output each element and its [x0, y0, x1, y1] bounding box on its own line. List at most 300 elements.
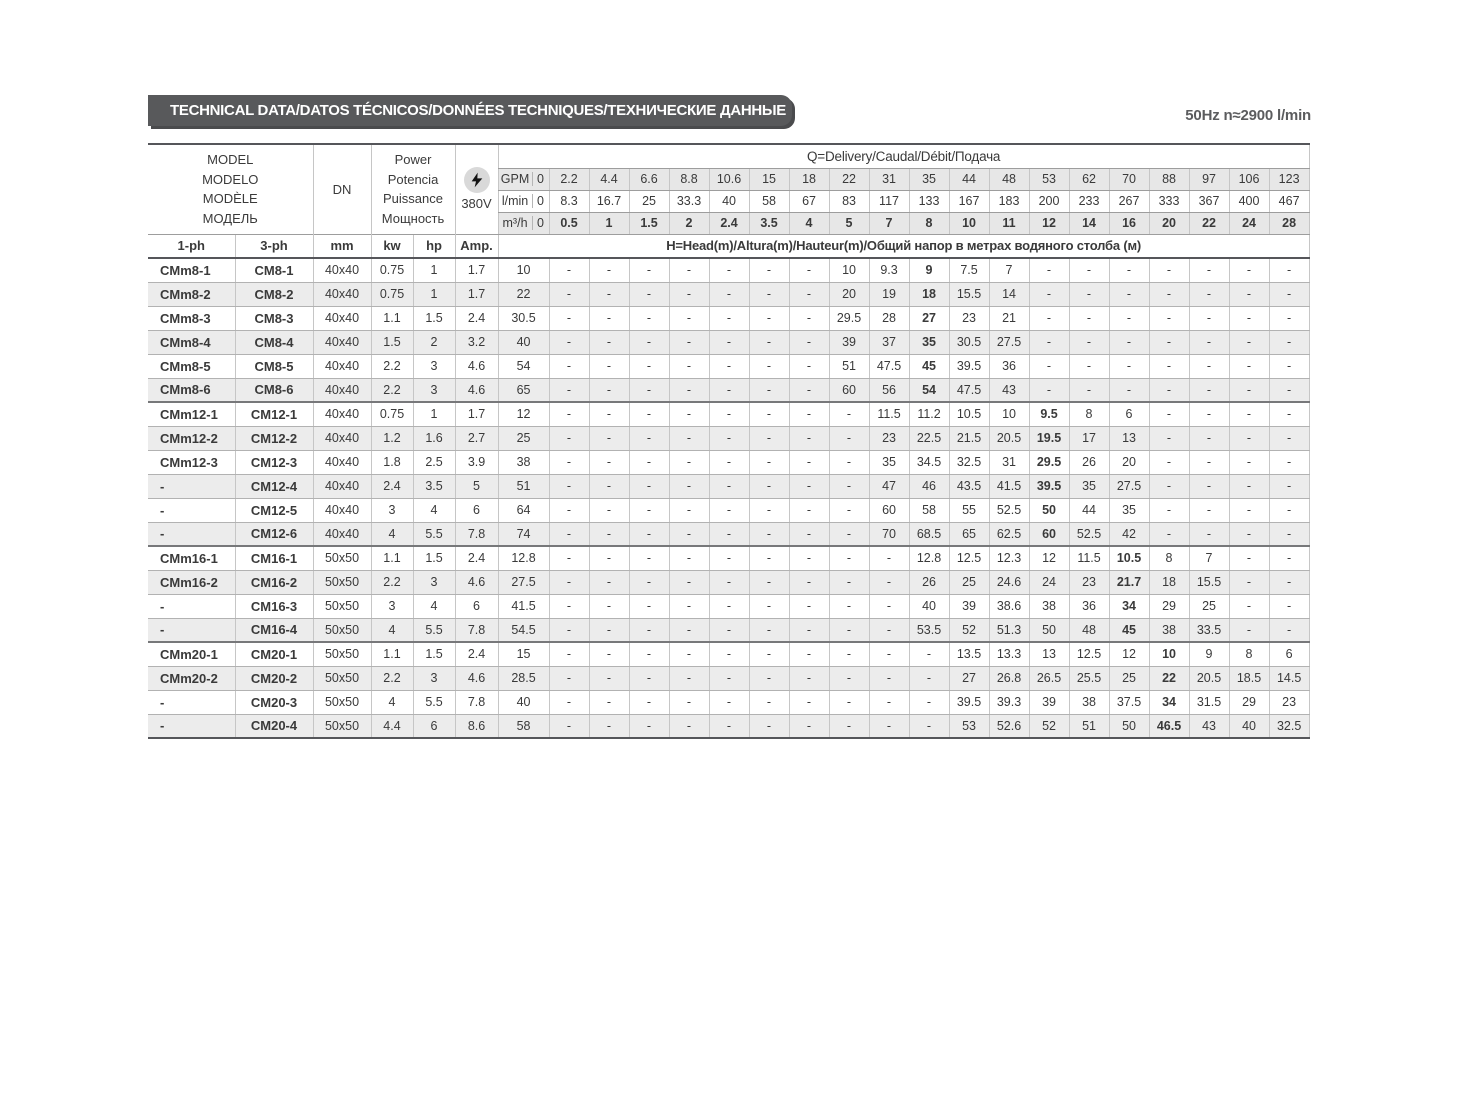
pump-row-CM8-1	[148, 258, 1309, 282]
flow-value-cell: 117	[869, 190, 909, 212]
head-empty-cell: -	[709, 450, 749, 474]
head-empty-cell: -	[629, 450, 669, 474]
amp-cell: 4.6	[455, 570, 498, 594]
head-value-cell: 34	[1109, 594, 1149, 618]
amp-cell: 1.7	[455, 258, 498, 282]
head-empty-cell: -	[669, 282, 709, 306]
power-header-line: Potencia	[387, 171, 439, 187]
head-empty-cell: -	[1149, 354, 1189, 378]
head-value-cell: 54	[909, 378, 949, 402]
head-empty-cell: -	[589, 570, 629, 594]
head-empty-cell: -	[629, 378, 669, 402]
head-empty-cell: -	[589, 450, 629, 474]
head-empty-cell: -	[789, 402, 829, 426]
head-empty-cell: -	[829, 426, 869, 450]
col-header-amp: Amp.	[455, 234, 498, 258]
head-value-cell: 21.5	[949, 426, 989, 450]
head-value-cell: 36	[989, 354, 1029, 378]
head-empty-cell: -	[629, 402, 669, 426]
technical-data-table	[148, 143, 1310, 739]
head-empty-cell: -	[1109, 306, 1149, 330]
flow-value-cell: 53	[1029, 168, 1069, 190]
head-value-cell: 26.8	[989, 666, 1029, 690]
head-empty-cell: -	[709, 378, 749, 402]
head-empty-cell: -	[829, 522, 869, 546]
head-empty-cell: -	[549, 258, 589, 282]
head-empty-cell: -	[549, 474, 589, 498]
dn-cell: 50x50	[313, 570, 371, 594]
head-empty-cell: -	[629, 522, 669, 546]
flow-value-cell: 7	[869, 212, 909, 234]
head-value-cell: 11.2	[909, 402, 949, 426]
power-header-line: Мощность	[381, 210, 445, 226]
hp-cell: 3	[413, 354, 455, 378]
head-empty-cell: -	[829, 474, 869, 498]
head-empty-cell: -	[909, 690, 949, 714]
head-empty-cell: -	[789, 426, 829, 450]
head-value-cell: 43	[1189, 714, 1229, 738]
head-empty-cell: -	[549, 330, 589, 354]
flow-value-cell: 44	[949, 168, 989, 190]
head-value-cell: 12.5	[949, 546, 989, 570]
head-value-cell: 51	[1069, 714, 1109, 738]
dn-cell: 40x40	[313, 330, 371, 354]
head-value-cell: 40	[1229, 714, 1269, 738]
kw-cell: 4	[371, 522, 413, 546]
model-1ph-cell: -	[148, 522, 235, 546]
head-empty-cell: -	[1149, 426, 1189, 450]
amp-cell: 6	[455, 594, 498, 618]
model-header-line: МОДЕЛЬ	[202, 210, 258, 226]
delivery-header: Q=Delivery/Caudal/Débit/Подача	[498, 144, 1309, 168]
head-empty-cell: -	[1109, 378, 1149, 402]
head-empty-cell: -	[1029, 306, 1069, 330]
head-value-cell: 32.5	[949, 450, 989, 474]
head-value-cell: 15.5	[1189, 570, 1229, 594]
col-header-kw: kw	[371, 234, 413, 258]
head-value-cell: 34.5	[909, 450, 949, 474]
head-empty-cell: -	[589, 354, 629, 378]
model-1ph-cell: -	[148, 618, 235, 642]
model-1ph-cell: -	[148, 474, 235, 498]
head-empty-cell: -	[669, 642, 709, 666]
head-empty-cell: -	[589, 594, 629, 618]
model-1ph-cell: CMm16-1	[148, 546, 235, 570]
head-header: H=Head(m)/Altura(m)/Hauteur(m)/Общий напор в метрах водяного столба (м)	[498, 234, 1309, 258]
dn-cell: 50x50	[313, 618, 371, 642]
frequency-note: 50Hz n≈2900 l/min	[1185, 107, 1311, 124]
head-empty-cell: -	[829, 402, 869, 426]
flow-value-cell: 88	[1149, 168, 1189, 190]
head-empty-cell: -	[1069, 354, 1109, 378]
head-empty-cell: -	[1029, 330, 1069, 354]
head-empty-cell: -	[1229, 498, 1269, 522]
head-empty-cell: -	[549, 594, 589, 618]
head-empty-cell: -	[1269, 474, 1309, 498]
flow-value-cell: 97	[1189, 168, 1229, 190]
dn-cell: 40x40	[313, 522, 371, 546]
head-empty-cell: -	[1149, 498, 1189, 522]
model-header-block	[148, 144, 313, 234]
head-empty-cell: -	[789, 474, 829, 498]
head-empty-cell: -	[1189, 498, 1229, 522]
head-empty-cell: -	[1229, 306, 1269, 330]
pump-row-CM12-1	[148, 402, 1309, 426]
head-value-cell: 53.5	[909, 618, 949, 642]
flow-value-cell: 24	[1229, 212, 1269, 234]
head-value-cell: 30.5	[949, 330, 989, 354]
head-empty-cell: -	[589, 666, 629, 690]
head-value-cell: 9.3	[869, 258, 909, 282]
flow-unit-label	[498, 190, 549, 212]
flow-value-cell: 200	[1029, 190, 1069, 212]
amp-cell: 4.6	[455, 378, 498, 402]
head-value-cell: 9.5	[1029, 402, 1069, 426]
head-empty-cell: -	[1229, 522, 1269, 546]
head-value-cell: 33.5	[1189, 618, 1229, 642]
hp-cell: 3	[413, 378, 455, 402]
head-value-cell: 27	[909, 306, 949, 330]
head-value-cell: 48	[1069, 618, 1109, 642]
flow-value-cell: 10.6	[709, 168, 749, 190]
head-empty-cell: -	[629, 306, 669, 330]
head-empty-cell: -	[749, 522, 789, 546]
head-value-cell: 22	[498, 282, 549, 306]
amp-cell: 1.7	[455, 282, 498, 306]
head-value-cell: 51.3	[989, 618, 1029, 642]
head-empty-cell: -	[669, 666, 709, 690]
head-value-cell: 19	[869, 282, 909, 306]
dn-cell: 40x40	[313, 306, 371, 330]
flow-value-cell: 233	[1069, 190, 1109, 212]
head-empty-cell: -	[629, 426, 669, 450]
head-value-cell: 65	[498, 378, 549, 402]
pump-row-CM12-2	[148, 426, 1309, 450]
kw-cell: 2.2	[371, 570, 413, 594]
head-value-cell: 46	[909, 474, 949, 498]
model-1ph-cell: CMm12-1	[148, 402, 235, 426]
head-value-cell: 18	[1149, 570, 1189, 594]
model-1ph-cell: CMm20-1	[148, 642, 235, 666]
voltage-header-block	[455, 144, 498, 234]
model-3ph-cell: CM20-2	[235, 666, 313, 690]
head-empty-cell: -	[669, 354, 709, 378]
head-empty-cell: -	[789, 714, 829, 738]
model-1ph-cell: -	[148, 690, 235, 714]
head-empty-cell: -	[1229, 474, 1269, 498]
head-empty-cell: -	[1149, 522, 1189, 546]
flow-value-cell: 28	[1269, 212, 1309, 234]
model-3ph-cell: CM16-4	[235, 618, 313, 642]
kw-cell: 4	[371, 618, 413, 642]
flow-value-cell: 1	[589, 212, 629, 234]
head-empty-cell: -	[1269, 306, 1309, 330]
flow-value-cell: 62	[1069, 168, 1109, 190]
head-value-cell: 36	[1069, 594, 1109, 618]
head-value-cell: 39	[1029, 690, 1069, 714]
amp-cell: 8.6	[455, 714, 498, 738]
head-empty-cell: -	[829, 714, 869, 738]
head-value-cell: 62.5	[989, 522, 1029, 546]
head-empty-cell: -	[709, 642, 749, 666]
head-empty-cell: -	[1069, 378, 1109, 402]
head-value-cell: 47	[869, 474, 909, 498]
head-value-cell: 37	[869, 330, 909, 354]
head-empty-cell: -	[869, 642, 909, 666]
head-empty-cell: -	[1109, 258, 1149, 282]
head-empty-cell: -	[1229, 570, 1269, 594]
head-value-cell: 20	[829, 282, 869, 306]
head-empty-cell: -	[749, 474, 789, 498]
head-value-cell: 8	[1069, 402, 1109, 426]
model-3ph-cell: CM12-4	[235, 474, 313, 498]
head-empty-cell: -	[1149, 474, 1189, 498]
head-value-cell: 17	[1069, 426, 1109, 450]
head-value-cell: 38	[1069, 690, 1109, 714]
kw-cell: 0.75	[371, 282, 413, 306]
head-empty-cell: -	[1109, 330, 1149, 354]
amp-cell: 2.4	[455, 642, 498, 666]
head-value-cell: 13	[1109, 426, 1149, 450]
head-empty-cell: -	[1229, 330, 1269, 354]
head-empty-cell: -	[789, 450, 829, 474]
dn-cell: 40x40	[313, 450, 371, 474]
pump-row-CM20-4	[148, 714, 1309, 738]
head-value-cell: 13.5	[949, 642, 989, 666]
head-value-cell: 21	[989, 306, 1029, 330]
flow-value-cell: 18	[789, 168, 829, 190]
head-empty-cell: -	[589, 426, 629, 450]
zero-flow-value: 0	[532, 172, 549, 186]
head-empty-cell: -	[909, 642, 949, 666]
head-empty-cell: -	[1269, 450, 1309, 474]
head-empty-cell: -	[1229, 426, 1269, 450]
kw-cell: 2.2	[371, 666, 413, 690]
head-empty-cell: -	[549, 306, 589, 330]
head-value-cell: 13.3	[989, 642, 1029, 666]
head-empty-cell: -	[829, 594, 869, 618]
flow-value-cell: 5	[829, 212, 869, 234]
head-value-cell: 10	[829, 258, 869, 282]
head-value-cell: 60	[829, 378, 869, 402]
head-empty-cell: -	[1069, 306, 1109, 330]
head-empty-cell: -	[669, 258, 709, 282]
head-empty-cell: -	[749, 594, 789, 618]
head-empty-cell: -	[1189, 306, 1229, 330]
model-1ph-cell: CMm8-4	[148, 330, 235, 354]
pump-row-CM8-3	[148, 306, 1309, 330]
pump-row-CM20-1	[148, 642, 1309, 666]
pump-row-CM8-2	[148, 282, 1309, 306]
head-empty-cell: -	[1069, 330, 1109, 354]
head-value-cell: 50	[1029, 618, 1069, 642]
head-empty-cell: -	[749, 306, 789, 330]
flow-value-cell: 22	[829, 168, 869, 190]
kw-cell: 4.4	[371, 714, 413, 738]
head-empty-cell: -	[589, 498, 629, 522]
head-empty-cell: -	[589, 474, 629, 498]
head-value-cell: 10	[989, 402, 1029, 426]
head-value-cell: 21.7	[1109, 570, 1149, 594]
voltage-label: 380V	[461, 196, 492, 212]
head-empty-cell: -	[549, 282, 589, 306]
head-empty-cell: -	[549, 690, 589, 714]
head-empty-cell: -	[629, 474, 669, 498]
head-empty-cell: -	[629, 330, 669, 354]
model-3ph-cell: CM20-3	[235, 690, 313, 714]
flow-value-cell: 25	[629, 190, 669, 212]
head-empty-cell: -	[1069, 258, 1109, 282]
head-empty-cell: -	[629, 666, 669, 690]
head-empty-cell: -	[1189, 402, 1229, 426]
head-value-cell: 7	[1189, 546, 1229, 570]
head-value-cell: 10.5	[949, 402, 989, 426]
col-header-3ph: 3-ph	[235, 234, 313, 258]
head-value-cell: 35	[1069, 474, 1109, 498]
head-empty-cell: -	[1189, 450, 1229, 474]
head-value-cell: 31.5	[1189, 690, 1229, 714]
head-empty-cell: -	[1229, 450, 1269, 474]
head-empty-cell: -	[829, 666, 869, 690]
head-value-cell: 70	[869, 522, 909, 546]
kw-cell: 1.5	[371, 330, 413, 354]
head-empty-cell: -	[789, 522, 829, 546]
head-empty-cell: -	[1269, 378, 1309, 402]
head-empty-cell: -	[1149, 258, 1189, 282]
head-value-cell: 11.5	[869, 402, 909, 426]
head-value-cell: 40	[909, 594, 949, 618]
head-empty-cell: -	[749, 498, 789, 522]
head-empty-cell: -	[749, 666, 789, 690]
head-empty-cell: -	[1229, 378, 1269, 402]
flow-value-cell: 467	[1269, 190, 1309, 212]
head-empty-cell: -	[589, 618, 629, 642]
zero-flow-value: 0	[532, 194, 549, 208]
head-empty-cell: -	[669, 498, 709, 522]
hp-cell: 5.5	[413, 522, 455, 546]
head-empty-cell: -	[869, 618, 909, 642]
head-empty-cell: -	[789, 498, 829, 522]
head-empty-cell: -	[629, 282, 669, 306]
head-empty-cell: -	[709, 546, 749, 570]
dn-cell: 50x50	[313, 714, 371, 738]
head-empty-cell: -	[1269, 618, 1309, 642]
head-empty-cell: -	[549, 570, 589, 594]
kw-cell: 1.1	[371, 546, 413, 570]
head-empty-cell: -	[869, 546, 909, 570]
head-empty-cell: -	[549, 378, 589, 402]
head-empty-cell: -	[1229, 258, 1269, 282]
dn-cell: 50x50	[313, 690, 371, 714]
flow-value-cell: 12	[1029, 212, 1069, 234]
pump-row-CM20-2	[148, 666, 1309, 690]
head-empty-cell: -	[789, 546, 829, 570]
pump-row-CM8-6	[148, 378, 1309, 402]
head-empty-cell: -	[1189, 282, 1229, 306]
head-empty-cell: -	[709, 354, 749, 378]
head-value-cell: 23	[1269, 690, 1309, 714]
head-empty-cell: -	[629, 618, 669, 642]
head-value-cell: 25	[949, 570, 989, 594]
model-3ph-cell: CM8-5	[235, 354, 313, 378]
head-empty-cell: -	[589, 642, 629, 666]
flow-value-cell: 83	[829, 190, 869, 212]
amp-cell: 2.4	[455, 306, 498, 330]
model-header-line: MODEL	[207, 152, 254, 168]
head-empty-cell: -	[789, 378, 829, 402]
head-empty-cell: -	[669, 570, 709, 594]
model-1ph-cell: CMm12-2	[148, 426, 235, 450]
head-value-cell: 39.3	[989, 690, 1029, 714]
head-empty-cell: -	[749, 330, 789, 354]
hp-cell: 3	[413, 570, 455, 594]
unit-text: l/min	[501, 194, 529, 208]
pump-row-CM12-6	[148, 522, 1309, 546]
head-empty-cell: -	[1109, 282, 1149, 306]
head-empty-cell: -	[629, 354, 669, 378]
head-value-cell: 38	[1029, 594, 1069, 618]
head-value-cell: 12	[1109, 642, 1149, 666]
head-value-cell: 20.5	[1189, 666, 1229, 690]
head-value-cell: 58	[909, 498, 949, 522]
head-value-cell: 6	[1109, 402, 1149, 426]
model-1ph-cell: -	[148, 594, 235, 618]
head-empty-cell: -	[709, 690, 749, 714]
flow-value-cell: 2	[669, 212, 709, 234]
head-value-cell: 65	[949, 522, 989, 546]
head-empty-cell: -	[1269, 498, 1309, 522]
head-value-cell: 39	[829, 330, 869, 354]
kw-cell: 0.75	[371, 258, 413, 282]
head-empty-cell: -	[909, 714, 949, 738]
head-empty-cell: -	[869, 594, 909, 618]
head-empty-cell: -	[709, 666, 749, 690]
head-empty-cell: -	[749, 378, 789, 402]
head-value-cell: 38	[1149, 618, 1189, 642]
kw-cell: 4	[371, 690, 413, 714]
amp-cell: 1.7	[455, 402, 498, 426]
head-empty-cell: -	[789, 594, 829, 618]
head-empty-cell: -	[1149, 378, 1189, 402]
head-empty-cell: -	[589, 330, 629, 354]
head-empty-cell: -	[549, 402, 589, 426]
head-empty-cell: -	[1269, 546, 1309, 570]
power-header-line: Puissance	[383, 191, 443, 207]
model-3ph-cell: CM20-1	[235, 642, 313, 666]
flow-value-cell: 4	[789, 212, 829, 234]
model-header-line: MODÈLE	[202, 191, 258, 207]
head-empty-cell: -	[789, 666, 829, 690]
head-empty-cell: -	[829, 570, 869, 594]
flow-value-cell: 267	[1109, 190, 1149, 212]
head-value-cell: 52	[949, 618, 989, 642]
head-empty-cell: -	[749, 690, 789, 714]
head-value-cell: 51	[829, 354, 869, 378]
head-value-cell: 23	[1069, 570, 1109, 594]
head-empty-cell: -	[549, 618, 589, 642]
head-empty-cell: -	[869, 570, 909, 594]
head-empty-cell: -	[709, 282, 749, 306]
head-empty-cell: -	[1229, 594, 1269, 618]
head-empty-cell: -	[749, 426, 789, 450]
head-empty-cell: -	[629, 258, 669, 282]
kw-cell: 1.1	[371, 306, 413, 330]
head-empty-cell: -	[669, 330, 709, 354]
amp-cell: 4.6	[455, 666, 498, 690]
head-value-cell: 52.6	[989, 714, 1029, 738]
kw-cell: 2.2	[371, 378, 413, 402]
head-empty-cell: -	[629, 594, 669, 618]
